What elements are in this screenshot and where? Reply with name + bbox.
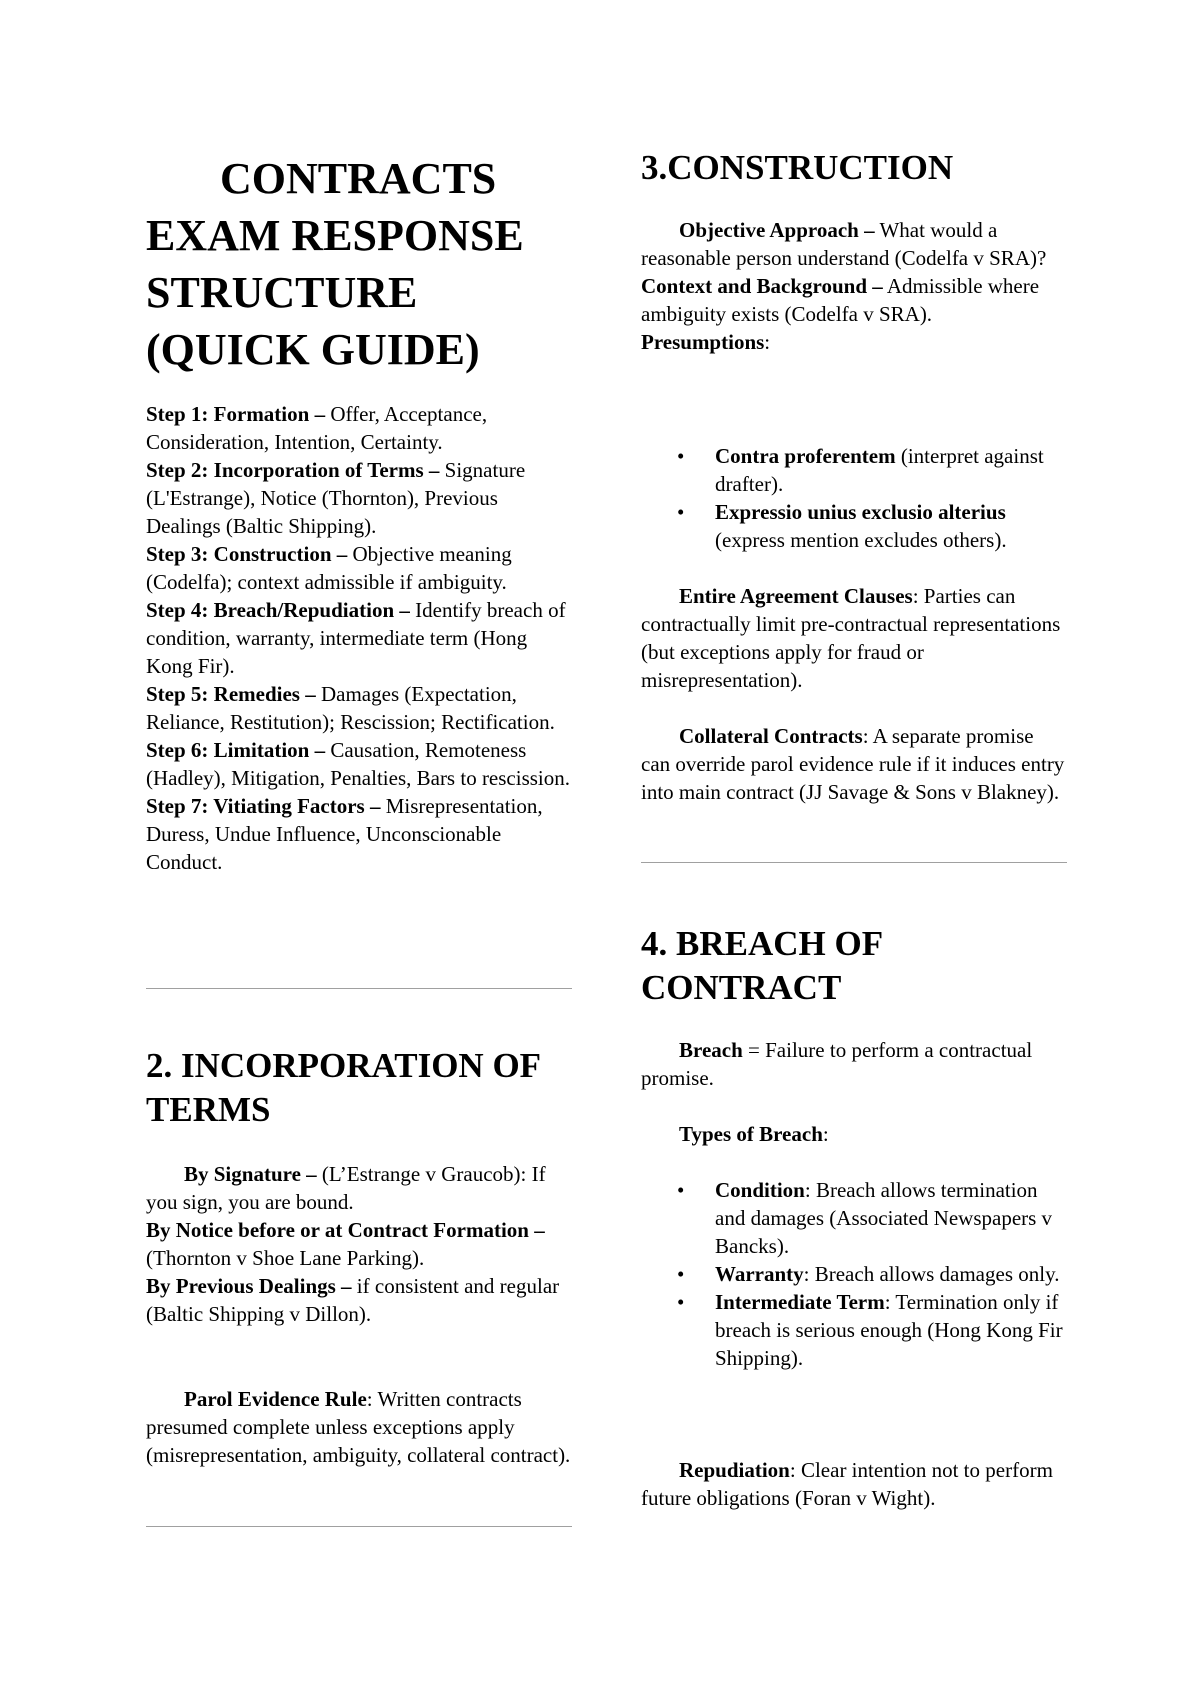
step-text: Damages (Expectation, Reliance, Restitution); Rescission; Rectification. [146,682,555,734]
item-label: Intermediate Term [715,1290,885,1314]
section-3-heading: 3.CONSTRUCTION [641,148,954,187]
step-text: Identify breach of condition, warranty, intermediate term (Hong Kong Fir). [146,598,566,678]
item-label: Contra proferentem [715,444,896,468]
item-label: Types of Breach [679,1122,823,1146]
item-text: if consistent and regular (Baltic Shipping v Dillon). [146,1274,560,1326]
list-item [641,1176,1067,1260]
step-text: Misrepresentation, Duress, Undue Influence, Unconscionable Conduct. [146,794,543,874]
item-label: Repudiation [679,1458,790,1482]
item-label: By Signature – [184,1162,317,1186]
step-label: Step 4: Breach/Repudiation – [146,598,410,622]
step-label: Step 3: Construction – [146,542,348,566]
breach-definition [641,1036,1067,1092]
bullet-icon: • [677,1290,685,1314]
section-divider [146,1526,572,1527]
item-label: Parol Evidence Rule [184,1387,367,1411]
item-text: Admissible where ambiguity exists (Codelfa v SRA). [641,274,1040,326]
breach-types-list [641,1176,1067,1372]
step-text: Offer, Acceptance, Consideration, Intention, Certainty. [146,402,488,454]
step-text: Signature (L'Estrange), Notice (Thornton), Previous Dealings (Baltic Shipping). [146,458,526,538]
step-text: Objective meaning (Codelfa); context admissible if ambiguity. [146,542,512,594]
step-4 [146,596,572,680]
repudiation-paragraph [641,1456,1067,1512]
step-5 [146,680,572,736]
step-label: Step 7: Vitiating Factors – [146,794,381,818]
section-divider [641,862,1067,863]
section-4-heading: 4. BREACH OF CONTRACT [641,924,882,1007]
item-text: : Breach allows termination and damages (Associated Newspapers v Bancks). [715,1178,1053,1258]
item-label: Expressio unius exclusio alterius [715,500,1006,524]
parol-evidence-paragraph [146,1385,572,1469]
item-text: : [822,1122,829,1146]
step-label: Step 2: Incorporation of Terms – [146,458,440,482]
item-text: : Written contracts presumed complete unless exceptions apply (misrepresentation, ambiguity, collateral contract). [146,1387,571,1467]
item-label: Presumptions [641,330,765,354]
item-label: Condition [715,1178,805,1202]
step-7 [146,792,572,876]
item-label: Objective Approach – [679,218,875,242]
step-label: Step 5: Remedies – [146,682,316,706]
section-2-heading: 2. INCORPORATION OF TERMS [146,1046,540,1129]
step-1 [146,400,572,456]
item-label: Warranty [715,1262,804,1286]
item-text: (L’Estrange v Graucob): If you sign, you are bound. [146,1162,546,1214]
item-text: (Thornton v Shoe Lane Parking). [146,1246,425,1270]
section-divider [146,988,572,989]
incorporation-items [146,1160,572,1328]
bullet-icon: • [677,444,685,468]
item-label: Context and Background – [641,274,883,298]
item-text: (interpret against drafter). [715,444,1044,496]
steps-list [146,400,572,876]
item-label: Entire Agreement Clauses [679,584,913,608]
step-2 [146,456,572,540]
construction-items [641,216,1067,356]
bullet-icon: • [677,500,685,524]
step-label: Step 1: Formation – [146,402,326,426]
step-label: Step 6: Limitation – [146,738,326,762]
list-item [641,1288,1067,1372]
item-label: Collateral Contracts [679,724,863,748]
item-label: By Previous Dealings – [146,1274,352,1298]
item-text: : [764,330,771,354]
list-item [641,442,1067,498]
item-label: Breach [679,1038,743,1062]
item-text: (express mention excludes others). [715,528,1007,552]
list-item [641,498,1067,554]
entire-agreement-paragraph [641,582,1067,694]
step-text: Causation, Remoteness (Hadley), Mitigation, Penalties, Bars to rescission. [146,738,571,790]
item-text: = Failure to perform a contractual promise. [641,1038,1033,1090]
document-title: CONTRACTS EXAM RESPONSE STRUCTURE (QUICK GUIDE) [146,154,524,374]
types-of-breach-label [641,1120,1067,1148]
step-6 [146,736,572,792]
item-text: : Termination only if breach is serious enough (Hong Kong Fir Shipping). [715,1290,1063,1370]
list-item [641,1260,1067,1288]
collateral-contracts-paragraph [641,722,1067,806]
item-label: By Notice before or at Contract Formation – [146,1218,545,1242]
item-text: : A separate promise can override parol evidence rule if it induces entry into main contract (JJ Savage & Sons v Blakney). [641,724,1065,804]
presumptions-list [641,442,1067,554]
step-3 [146,540,572,596]
item-text: : Clear intention not to perform future obligations (Foran v Wight). [641,1458,1053,1510]
bullet-icon: • [677,1262,685,1286]
item-text: : Breach allows damages only. [803,1262,1060,1286]
item-text: : Parties can contractually limit pre-contractual representations (but exceptions apply for fraud or misrepresentation). [641,584,1061,692]
bullet-icon: • [677,1178,685,1202]
item-text: What would a reasonable person understand (Codelfa v SRA)? [641,218,1047,270]
